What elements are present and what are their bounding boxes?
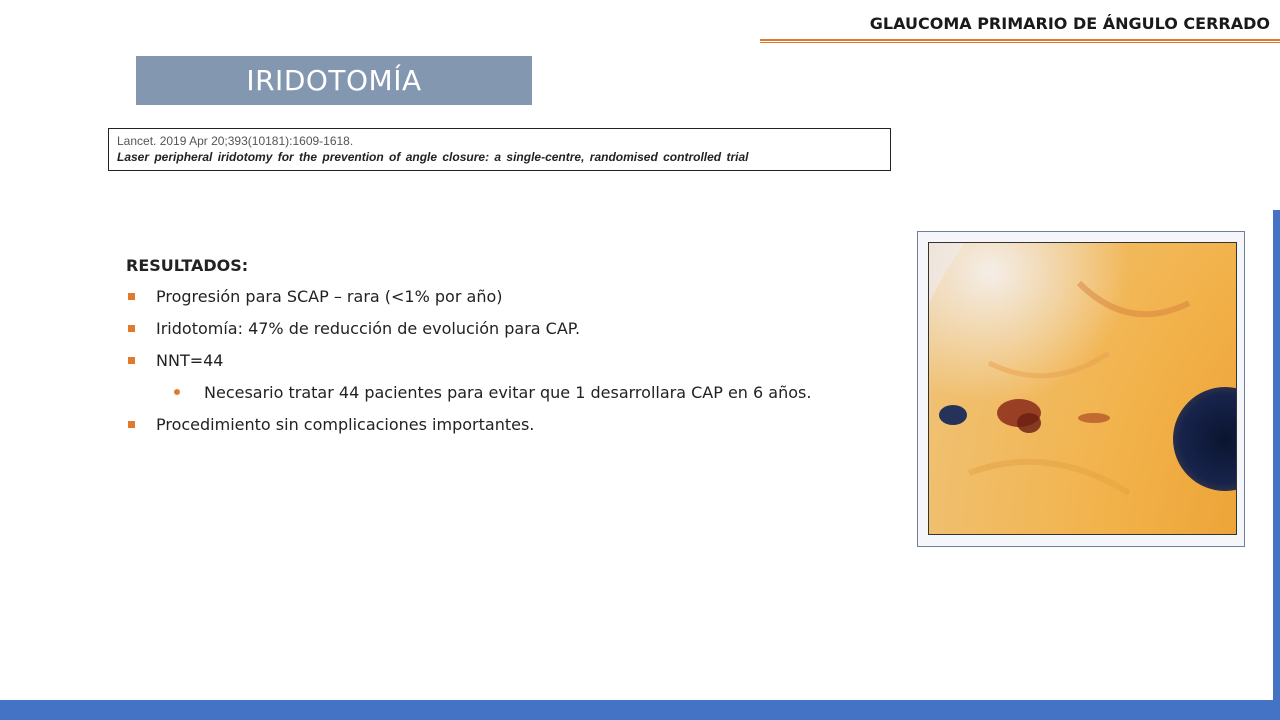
sub-list-item xyxy=(126,383,886,402)
square-bullet-icon xyxy=(128,421,135,428)
section-title: IRIDOTOMÍA xyxy=(246,64,422,97)
list-item xyxy=(126,287,886,306)
list-item xyxy=(126,415,886,434)
iris-photo-icon xyxy=(929,243,1236,534)
results-section xyxy=(126,256,886,447)
bottom-accent-bar xyxy=(0,700,1280,720)
slide-header-title: GLAUCOMA PRIMARIO DE ÁNGULO CERRADO xyxy=(869,14,1270,33)
sub-list-item-text: Necesario tratar 44 pacientes para evitar que 1 desarrollara CAP en 6 años. xyxy=(204,383,812,402)
photo-frame xyxy=(917,231,1245,547)
round-bullet-icon xyxy=(174,389,180,395)
citation-title: Laser peripheral iridotomy for the prevention of angle closure: a single-centre, randomised controlled trial xyxy=(117,150,749,164)
citation-box xyxy=(108,128,891,171)
list-item-text: Iridotomía: 47% de reducción de evolución para CAP. xyxy=(156,319,581,338)
results-list xyxy=(126,287,886,434)
square-bullet-icon xyxy=(128,293,135,300)
list-item xyxy=(126,319,886,338)
list-item-text: Procedimiento sin complicaciones importantes. xyxy=(156,415,535,434)
square-bullet-icon xyxy=(128,357,135,364)
square-bullet-icon xyxy=(128,325,135,332)
citation-reference: Lancet. 2019 Apr 20;393(10181):1609-1618. xyxy=(117,134,354,148)
section-title-box xyxy=(136,56,532,105)
iris-photo xyxy=(928,242,1237,535)
list-item-text: NNT=44 xyxy=(156,351,224,370)
right-accent-bar xyxy=(1273,210,1280,700)
list-item xyxy=(126,351,886,370)
results-heading: RESULTADOS: xyxy=(126,256,249,275)
header-divider xyxy=(760,39,1280,43)
list-item-text: Progresión para SCAP – rara (<1% por año) xyxy=(156,287,503,306)
